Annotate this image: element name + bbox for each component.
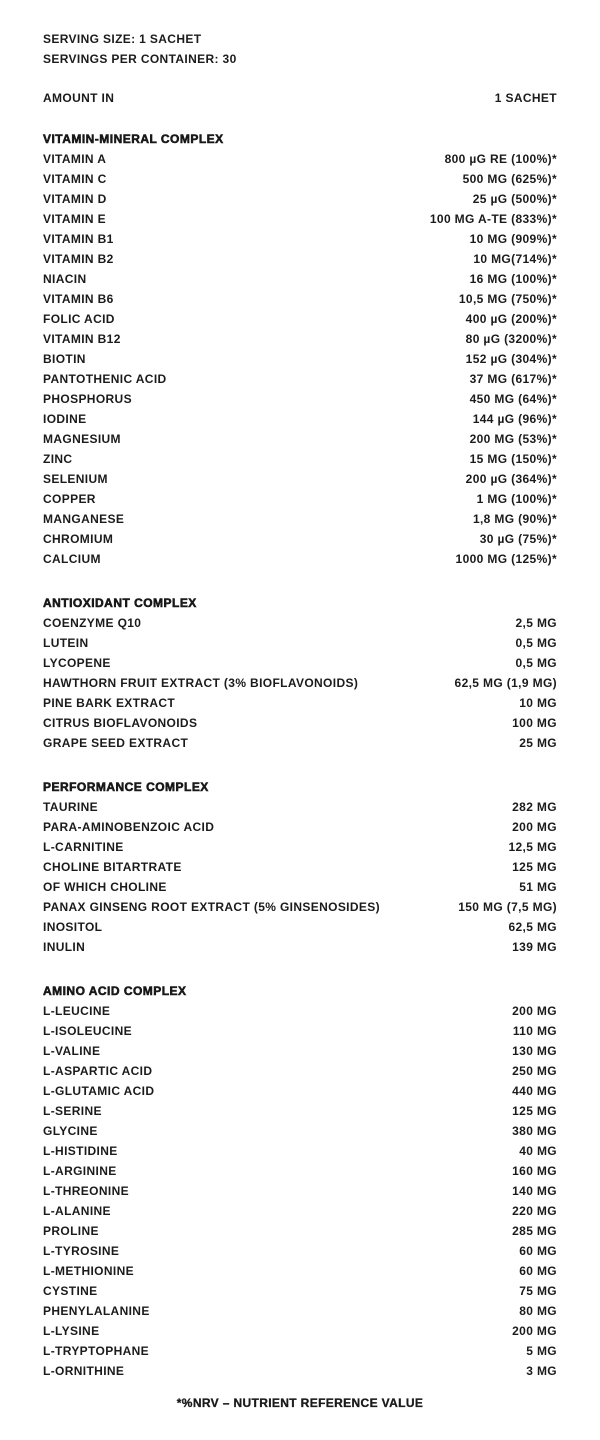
ingredient-name: PHENYLALANINE xyxy=(43,1304,150,1318)
table-row xyxy=(43,1121,557,1141)
ingredient-amount: 140 MG xyxy=(512,1184,557,1198)
ingredient-name: VITAMIN E xyxy=(43,212,107,226)
servings-per-container-text: SERVINGS PER CONTAINER: 30 xyxy=(43,52,237,66)
table-row xyxy=(43,249,557,269)
ingredient-name: PROLINE xyxy=(43,1224,99,1238)
ingredient-amount: 60 MG xyxy=(519,1264,557,1278)
ingredient-amount: 10,5 MG (750%)* xyxy=(458,292,557,306)
section-title: PERFORMANCE COMPLEX xyxy=(43,780,209,794)
table-row xyxy=(43,1321,557,1341)
ingredient-name: L-ORNITHINE xyxy=(43,1364,125,1378)
table-row xyxy=(43,897,557,917)
section-title: VITAMIN-MINERAL COMPLEX xyxy=(43,132,224,146)
ingredient-amount: 60 MG xyxy=(519,1244,557,1258)
table-row xyxy=(43,449,557,469)
ingredient-amount: 0,5 MG xyxy=(515,636,557,650)
ingredient-name: VITAMIN A xyxy=(43,152,107,166)
ingredient-amount: 440 MG xyxy=(512,1084,557,1098)
table-row xyxy=(43,1361,557,1381)
ingredient-name: L-ASPARTIC ACID xyxy=(43,1064,153,1078)
ingredient-amount: 10 MG (909%)* xyxy=(469,232,557,246)
table-row xyxy=(43,1081,557,1101)
ingredient-amount: 125 MG xyxy=(512,1104,557,1118)
ingredient-name: LUTEIN xyxy=(43,636,89,650)
amount-in-label: AMOUNT IN xyxy=(43,91,115,105)
ingredient-name: VITAMIN B2 xyxy=(43,252,114,266)
ingredient-name: COENZYME Q10 xyxy=(43,616,142,630)
table-row xyxy=(43,1001,557,1021)
ingredient-amount: 200 MG (53%)* xyxy=(469,432,557,446)
ingredient-name: VITAMIN B12 xyxy=(43,332,121,346)
ingredient-name: VITAMIN B6 xyxy=(43,292,114,306)
ingredient-amount: 150 MG (7,5 MG) xyxy=(458,900,557,914)
section-antioxidant-complex xyxy=(43,593,557,753)
table-row xyxy=(43,613,557,633)
table-row xyxy=(43,409,557,429)
ingredient-name: BIOTIN xyxy=(43,352,86,366)
table-row xyxy=(43,857,557,877)
ingredient-amount: 5 MG xyxy=(526,1344,557,1358)
table-row xyxy=(43,817,557,837)
ingredient-name: L-CARNITINE xyxy=(43,840,124,854)
ingredient-name: NIACIN xyxy=(43,272,87,286)
table-row xyxy=(43,229,557,249)
ingredient-name: CITRUS BIOFLAVONOIDS xyxy=(43,716,198,730)
ingredient-amount: 450 MG (64%)* xyxy=(469,392,557,406)
ingredient-name: MAGNESIUM xyxy=(43,432,121,446)
ingredient-name: ZINC xyxy=(43,452,73,466)
ingredient-amount: 160 MG xyxy=(512,1164,557,1178)
ingredient-amount: 62,5 MG (1,9 MG) xyxy=(454,676,557,690)
ingredient-name: PANAX GINSENG ROOT EXTRACT (5% GINSENOSIDES) xyxy=(43,900,380,914)
ingredient-name: GRAPE SEED EXTRACT xyxy=(43,736,189,750)
ingredient-name: L-TYROSINE xyxy=(43,1244,120,1258)
ingredient-amount: 200 MG xyxy=(512,1004,557,1018)
table-row xyxy=(43,1181,557,1201)
ingredient-amount: 1 MG (100%)* xyxy=(476,492,557,506)
table-row xyxy=(43,209,557,229)
ingredient-amount: 200 µG (364%)* xyxy=(465,472,557,486)
table-row xyxy=(43,673,557,693)
table-row xyxy=(43,1281,557,1301)
table-row xyxy=(43,369,557,389)
ingredient-name: FOLIC ACID xyxy=(43,312,115,326)
ingredient-amount: 0,5 MG xyxy=(515,656,557,670)
table-row xyxy=(43,1261,557,1281)
ingredient-amount: 30 µG (75%)* xyxy=(479,532,557,546)
table-row xyxy=(43,1041,557,1061)
ingredient-amount: 500 MG (625%)* xyxy=(462,172,557,186)
ingredient-name: L-THREONINE xyxy=(43,1184,129,1198)
sections-container xyxy=(43,129,557,1381)
ingredient-amount: 40 MG xyxy=(519,1144,557,1158)
table-row xyxy=(43,1141,557,1161)
ingredient-amount: 250 MG xyxy=(512,1064,557,1078)
ingredient-amount: 220 MG xyxy=(512,1204,557,1218)
ingredient-name: CHOLINE BITARTRATE xyxy=(43,860,182,874)
ingredient-amount: 110 MG xyxy=(512,1024,557,1038)
ingredient-name: CHROMIUM xyxy=(43,532,114,546)
table-row xyxy=(43,1341,557,1361)
ingredient-name: CALCIUM xyxy=(43,552,101,566)
ingredient-amount: 80 MG xyxy=(519,1304,557,1318)
table-row xyxy=(43,733,557,753)
ingredient-amount: 152 µG (304%)* xyxy=(465,352,557,366)
serving-size-text: SERVING SIZE: 1 SACHET xyxy=(43,32,202,46)
ingredient-name: PINE BARK EXTRACT xyxy=(43,696,176,710)
table-row xyxy=(43,489,557,509)
amount-in-row xyxy=(43,88,557,108)
ingredient-amount: 80 µG (3200%)* xyxy=(465,332,557,346)
table-row xyxy=(43,797,557,817)
table-row xyxy=(43,1301,557,1321)
table-row xyxy=(43,149,557,169)
ingredient-name: L-TRYPTOPHANE xyxy=(43,1344,150,1358)
ingredient-name: OF WHICH CHOLINE xyxy=(43,880,167,894)
ingredient-amount: 10 MG xyxy=(519,696,557,710)
ingredient-name: LYCOPENE xyxy=(43,656,111,670)
ingredient-amount: 1,8 MG (90%)* xyxy=(472,512,557,526)
ingredient-name: PHOSPHORUS xyxy=(43,392,132,406)
ingredient-amount: 380 MG xyxy=(512,1124,557,1138)
table-row xyxy=(43,1021,557,1041)
table-row xyxy=(43,309,557,329)
nrv-footnote: *%NRV – NUTRIENT REFERENCE VALUE xyxy=(176,1396,424,1410)
section-title: AMINO ACID COMPLEX xyxy=(43,984,187,998)
table-row xyxy=(43,1101,557,1121)
ingredient-name: GLYCINE xyxy=(43,1124,98,1138)
ingredient-amount: 200 MG xyxy=(512,1324,557,1338)
ingredient-amount: 75 MG xyxy=(519,1284,557,1298)
ingredient-amount: 285 MG xyxy=(512,1224,557,1238)
ingredient-name: PANTOTHENIC ACID xyxy=(43,372,167,386)
ingredient-name: L-HISTIDINE xyxy=(43,1144,118,1158)
table-row xyxy=(43,469,557,489)
table-row xyxy=(43,429,557,449)
ingredient-name: L-SERINE xyxy=(43,1104,102,1118)
ingredient-name: INULIN xyxy=(43,940,86,954)
ingredient-name: VITAMIN D xyxy=(43,192,107,206)
table-row xyxy=(43,653,557,673)
ingredient-amount: 10 MG(714%)* xyxy=(473,252,557,266)
ingredient-name: L-GLUTAMIC ACID xyxy=(43,1084,155,1098)
table-row xyxy=(43,1161,557,1181)
ingredient-amount: 400 µG (200%)* xyxy=(465,312,557,326)
ingredient-amount: 100 MG xyxy=(512,716,557,730)
ingredient-amount: 25 µG (500%)* xyxy=(472,192,557,206)
ingredient-name: SELENIUM xyxy=(43,472,108,486)
table-row xyxy=(43,877,557,897)
ingredient-name: L-METHIONINE xyxy=(43,1264,134,1278)
table-row xyxy=(43,389,557,409)
ingredient-name: L-LEUCINE xyxy=(43,1004,111,1018)
ingredient-amount: 15 MG (150%)* xyxy=(469,452,557,466)
ingredient-name: L-VALINE xyxy=(43,1044,101,1058)
ingredient-name: L-ALANINE xyxy=(43,1204,111,1218)
ingredient-amount: 800 µG RE (100%)* xyxy=(444,152,557,166)
table-row xyxy=(43,329,557,349)
ingredient-amount: 62,5 MG xyxy=(508,920,557,934)
ingredient-amount: 130 MG xyxy=(512,1044,557,1058)
table-row xyxy=(43,1061,557,1081)
section-vitamin-mineral-complex xyxy=(43,129,557,569)
ingredient-name: COPPER xyxy=(43,492,96,506)
ingredient-amount: 12,5 MG xyxy=(508,840,557,854)
ingredient-name: INOSITOL xyxy=(43,920,103,934)
ingredient-name: HAWTHORN FRUIT EXTRACT (3% BIOFLAVONOIDS) xyxy=(43,676,359,690)
ingredient-amount: 37 MG (617%)* xyxy=(469,372,557,386)
table-row xyxy=(43,937,557,957)
ingredient-amount: 100 MG A-TE (833%)* xyxy=(429,212,557,226)
table-row xyxy=(43,917,557,937)
ingredient-name: PARA-AMINOBENZOIC ACID xyxy=(43,820,215,834)
table-row xyxy=(43,633,557,653)
amount-in-value: 1 SACHET xyxy=(494,91,557,105)
ingredient-name: IODINE xyxy=(43,412,87,426)
table-row xyxy=(43,169,557,189)
ingredient-name: CYSTINE xyxy=(43,1284,98,1298)
ingredient-amount: 200 MG xyxy=(512,820,557,834)
table-row xyxy=(43,549,557,569)
ingredient-amount: 3 MG xyxy=(526,1364,557,1378)
ingredient-name: VITAMIN B1 xyxy=(43,232,114,246)
table-row xyxy=(43,509,557,529)
ingredient-amount: 2,5 MG xyxy=(515,616,557,630)
ingredient-amount: 139 MG xyxy=(512,940,557,954)
table-row xyxy=(43,1241,557,1261)
table-row xyxy=(43,693,557,713)
section-title: ANTIOXIDANT COMPLEX xyxy=(43,596,197,610)
ingredient-amount: 282 MG xyxy=(512,800,557,814)
section-performance-complex xyxy=(43,777,557,957)
table-row xyxy=(43,349,557,369)
table-row xyxy=(43,713,557,733)
table-row xyxy=(43,269,557,289)
table-row xyxy=(43,1221,557,1241)
ingredient-amount: 51 MG xyxy=(519,880,557,894)
ingredient-amount: 1000 MG (125%)* xyxy=(455,552,557,566)
ingredient-amount: 25 MG xyxy=(519,736,557,750)
table-row xyxy=(43,289,557,309)
ingredient-name: VITAMIN C xyxy=(43,172,107,186)
ingredient-name: TAURINE xyxy=(43,800,98,814)
ingredient-name: L-LYSINE xyxy=(43,1324,100,1338)
ingredient-amount: 16 MG (100%)* xyxy=(469,272,557,286)
ingredient-name: L-ARGININE xyxy=(43,1164,117,1178)
ingredient-amount: 144 µG (96%)* xyxy=(472,412,557,426)
ingredient-name: MANGANESE xyxy=(43,512,125,526)
section-amino-acid-complex xyxy=(43,981,557,1381)
table-row xyxy=(43,1201,557,1221)
table-row xyxy=(43,189,557,209)
ingredient-amount: 125 MG xyxy=(512,860,557,874)
table-row xyxy=(43,529,557,549)
table-row xyxy=(43,837,557,857)
ingredient-name: L-ISOLEUCINE xyxy=(43,1024,132,1038)
